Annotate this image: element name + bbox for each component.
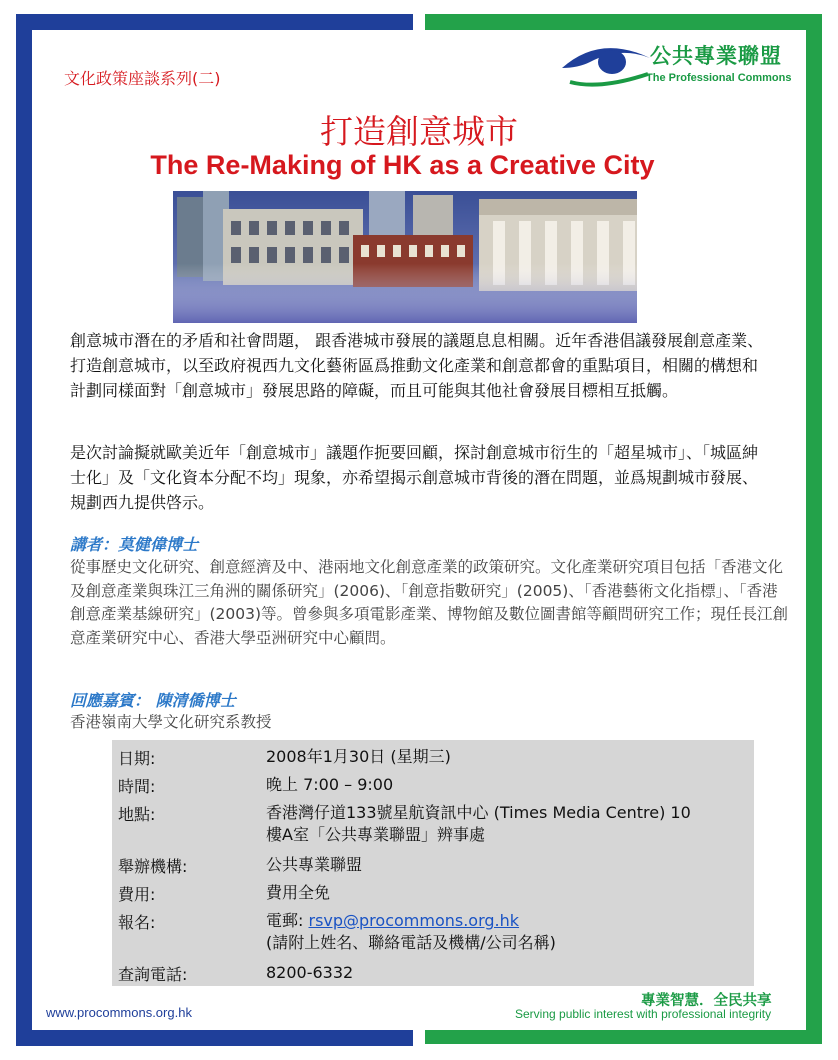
speaker-bio: 從事歷史文化研究、創意經濟及中、港兩地文化創意產業的政策研究。文化產業研究項目包括「香港文化及創意產業與珠江三角洲的關係研究」(2006)、「創意指數研究」(2005)、「香港藝術文化指標」、「香港創意產業基線研究」(2003)等。曾參與多項電影產業、博物館及數位圖書館等顧問研究工作；現任長江創意產業研究中心、香港大學亞洲研究中心顧問。 bbox=[70, 558, 789, 647]
professional-commons-logo bbox=[560, 40, 800, 90]
frame-bottom-blue bbox=[16, 1030, 413, 1046]
logo-name-cn: 公共專業聯盟 bbox=[650, 44, 782, 68]
tagline-cn: 專業智慧．全民共享 bbox=[641, 993, 772, 1009]
frame-bottom-green bbox=[425, 1030, 822, 1044]
fee-value: 費用全免 bbox=[266, 883, 331, 902]
speaker-heading: 講者：莫健偉博士 bbox=[70, 535, 199, 554]
time-label: 時間: bbox=[118, 777, 156, 796]
register-value bbox=[266, 910, 746, 954]
venue-label: 地點: bbox=[118, 805, 156, 824]
organizer-label: 舉辦機構: bbox=[118, 857, 188, 876]
respondent-heading: 回應嘉賓： 陳清僑博士 bbox=[70, 691, 236, 710]
event-details-box bbox=[112, 740, 754, 986]
respondent-title: 香港嶺南大學文化研究系教授 bbox=[70, 713, 272, 731]
frame-top-blue bbox=[16, 14, 413, 30]
page-title-en: The Re-Making of HK as a Creative City bbox=[150, 150, 655, 180]
enquiry-value: 8200-6332 bbox=[266, 963, 354, 982]
date-value: 2008年1月30日 (星期三) bbox=[266, 747, 451, 766]
venue-value bbox=[266, 802, 746, 846]
intro-paragraph-2: 是次討論擬就歐美近年「創意城市」議題作扼要回顧，探討創意城市衍生的「超星城市」、「城區紳士化」及「文化資本分配不均」現象，亦希望揭示創意城市背後的潛在問題，並爲規劃城市發展、規劃西九提供啓示。 bbox=[70, 443, 759, 512]
venue-line-2: 樓A室「公共專業聯盟」辨事處 bbox=[266, 825, 485, 844]
fee-label: 費用: bbox=[118, 885, 156, 904]
heritage-buildings-photo bbox=[173, 191, 637, 323]
series-label: 文化政策座談系列(二) bbox=[64, 69, 221, 88]
page-title-cn: 打造創意城市 bbox=[320, 112, 518, 151]
frame-top-green bbox=[425, 14, 822, 30]
venue-line-1: 香港灣仔道133號星航資訊中心 (Times Media Centre) 10 bbox=[266, 803, 691, 822]
eye-logo-icon bbox=[560, 40, 656, 90]
frame-right-green bbox=[806, 14, 822, 1044]
rsvp-email-link[interactable]: rsvp@procommons.org.hk bbox=[308, 911, 520, 930]
tagline-en: Serving public interest with professional integrity bbox=[515, 1007, 772, 1021]
website-link[interactable]: www.procommons.org.hk bbox=[46, 1005, 192, 1020]
intro-paragraph-1: 創意城市潛在的矛盾和社會問題， 跟香港城市發展的議題息息相關。近年香港倡議發展創意產業、打造創意城市，以至政府視西九文化藝術區爲推動文化產業和創意都會的重點項目，相關的構想和計劃同樣面對「創意城市」發展思路的障礙，而且可能與其他社會發展目標相互抵觸。 bbox=[70, 331, 764, 400]
logo-name-en: The Professional Commons bbox=[646, 72, 792, 84]
register-prefix: 電郵: bbox=[266, 911, 309, 930]
date-label: 日期: bbox=[118, 749, 156, 768]
enquiry-label: 查詢電話: bbox=[118, 965, 188, 984]
time-value: 晚上 7:00 – 9:00 bbox=[266, 775, 394, 794]
register-note: (請附上姓名、聯絡電話及機構/公司名稱) bbox=[266, 933, 556, 952]
register-label: 報名: bbox=[118, 913, 156, 932]
organizer-value: 公共專業聯盟 bbox=[266, 855, 363, 874]
